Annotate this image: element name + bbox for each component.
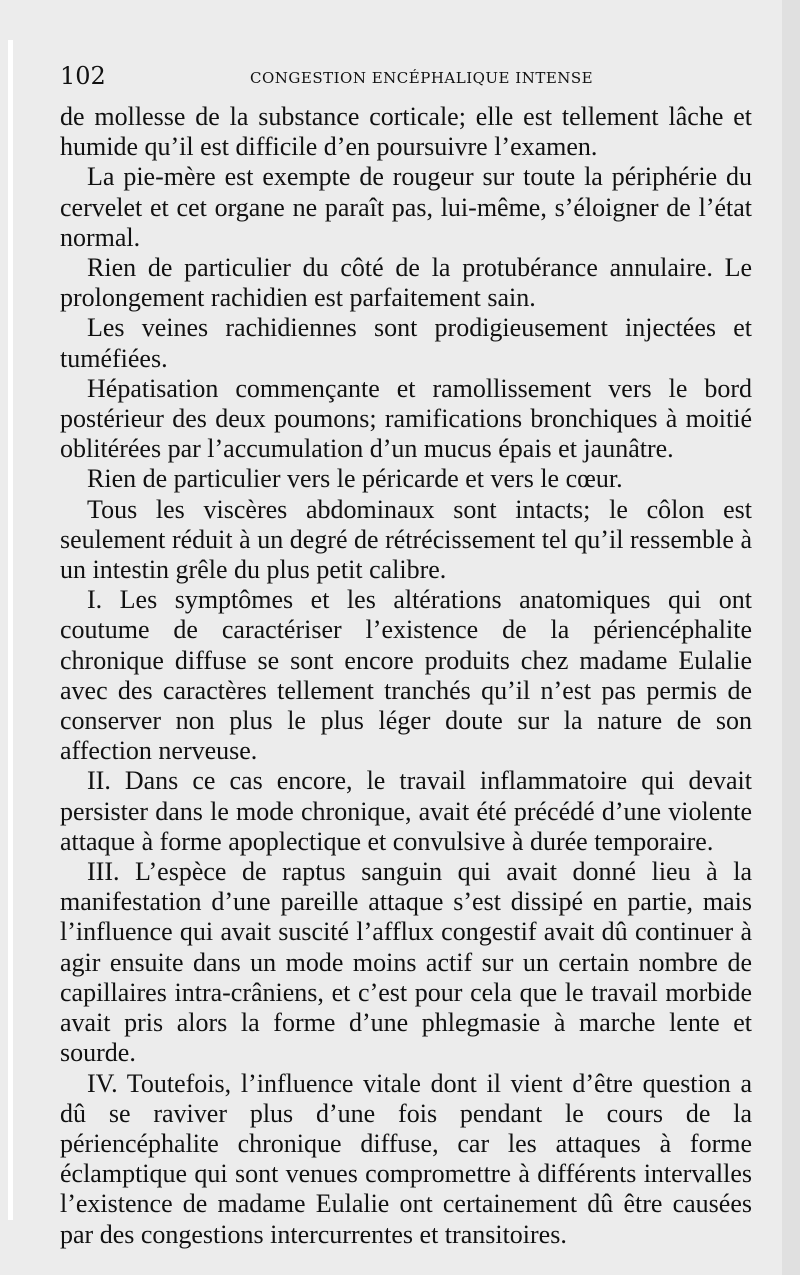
paragraph-point-iii: III. L’espèce de raptus sanguin qui avait donné lieu à la manifestation d’une pareille attaque s’est dissipé en partie, mais l’influence qui avait suscité l’afflux congestif avait dû continuer à agir ensuite dans un mode moins actif sur un certain nombre de capillaires intra-crâniens, et c’est pour cela que le travail morbide avait pris alors la forme d’une phlegmasie à marche lente et sourde. [60,857,752,1068]
page-number: 102 [60,62,106,90]
page-edge-right [782,0,800,1275]
paragraph-point-iv: IV. Toutefois, l’influence vitale dont il vient d’être question a dû se raviver plus d’une fois pendant le cours de la périencéphalite chronique diffuse, car les attaques à forme éclamptique qui sont venues compromettre à différents intervalles l’existence de madame Eulalie ont certainement dû être causées par des congestions intercurrentes et transitoires. [60,1068,752,1249]
paragraph-spinal-veins: Les veines rachidiennes sont prodigieusement injectées et tuméfiées. [60,313,752,373]
paragraph-point-i: I. Les symptômes et les altérations anatomiques qui ont coutume de caractériser l’existence de la périencéphalite chronique diffuse se sont encore produits chez madame Eulalie avec des caractères tellement tranchés qu’il n’est pas permis de conserver non plus le plus léger doute sur la nature de son affection nerveuse. [60,585,752,766]
paragraph-pericardium: Rien de particulier vers le péricarde et vers le cœur. [87,464,623,494]
body-text [60,102,752,1250]
paragraph-continuation: de mollesse de la substance corticale; elle est tellement lâche et humide qu’il est difficile d’en poursuivre l’examen. [60,102,752,162]
running-title: CONGESTION ENCÉPHALIQUE INTENSE [250,69,594,87]
paragraph-lungs: Hépatisation commençante et ramollissement vers le bord postérieur des deux poumons; ramifications bronchiques à moitié oblitérées par l’accumulation d’un mucus épais et jaunâtre. [60,373,752,464]
paragraph-point-ii: II. Dans ce cas encore, le travail inflammatoire qui devait persister dans le mode chronique, avait été précédé d’une violente attaque à forme apoplectique et convulsive à durée temporaire. [60,766,752,856]
paragraph-protuberance: Rien de particulier du côté de la protubérance annulaire. Le prolongement rachidien est parfaitement sain. [60,253,752,313]
paragraph-abdominal-viscera: Tous les viscères abdominaux sont intacts; le côlon est seulement réduit à un degré de rétrécissement tel qu’il ressemble à un intestin grêle du plus petit calibre. [60,494,752,585]
page-edge-left [8,40,13,1220]
paragraph-pia-mater: La pie-mère est exempte de rougeur sur toute la périphérie du cervelet et cet organe ne paraît pas, lui-même, s’éloigner de l’état normal. [60,162,752,252]
page-header [60,62,750,92]
